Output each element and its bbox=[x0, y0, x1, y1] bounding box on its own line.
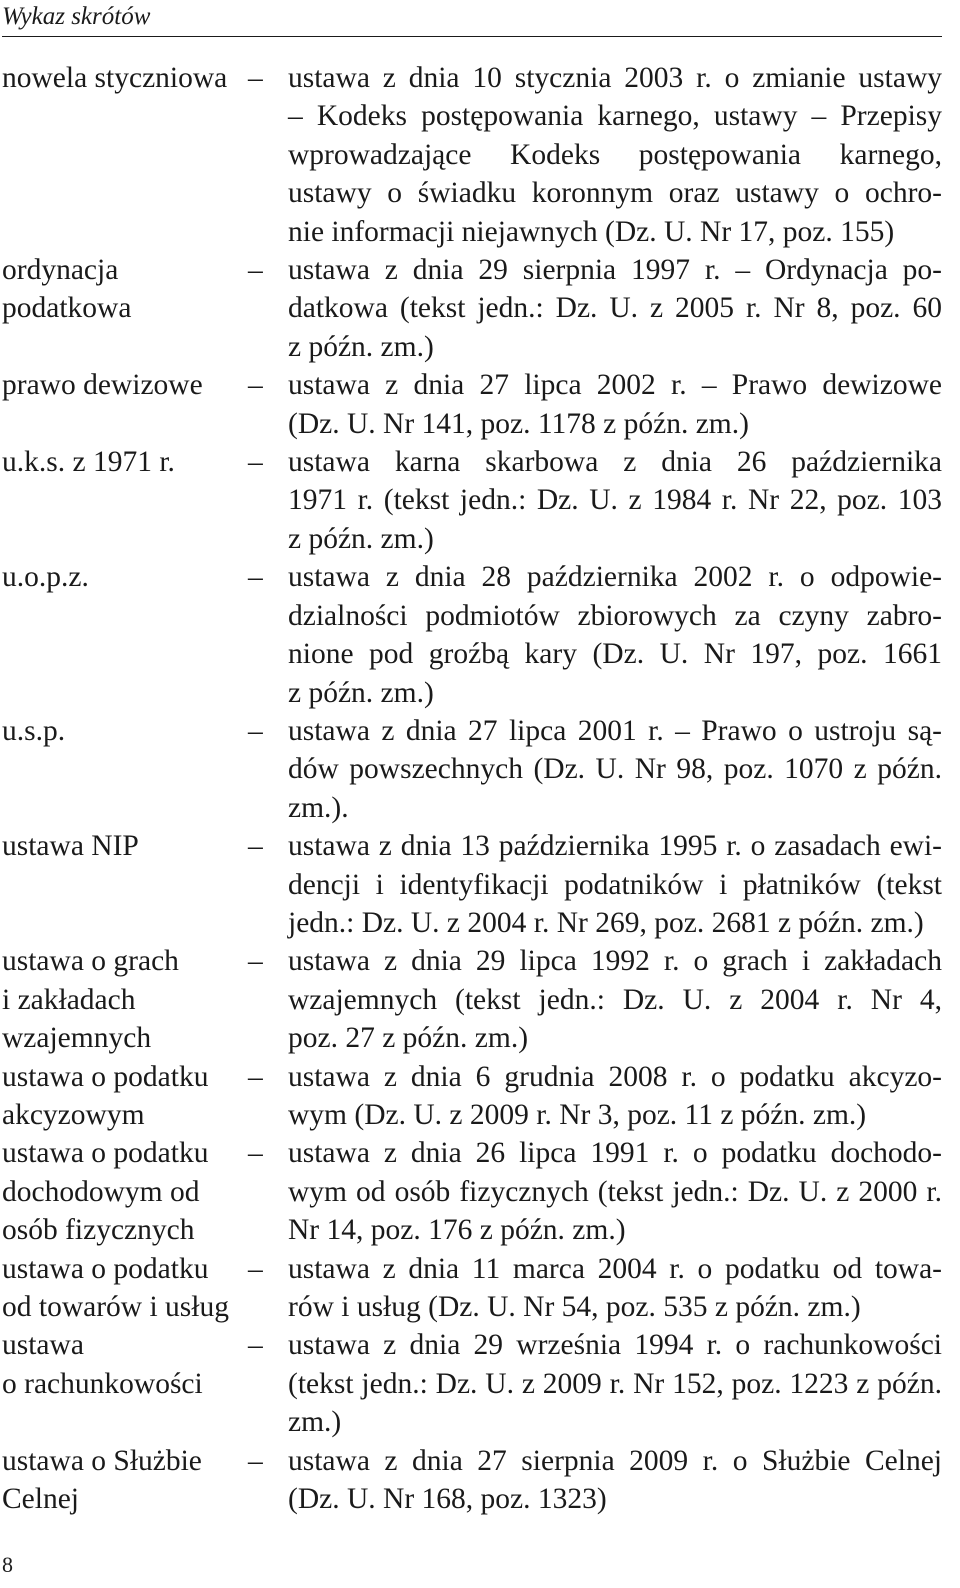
term-line: o rachunkowości bbox=[2, 1367, 203, 1400]
abbreviation-entry bbox=[2, 1250, 942, 1327]
abbreviation-definition bbox=[288, 1058, 942, 1135]
definition-line: wprowadzające Kodeks postępowania karnego, bbox=[288, 138, 942, 171]
term-line: ustawa o grach bbox=[2, 945, 179, 978]
definition-line: ustawa z dnia 10 stycznia 2003 r. o zmianie ustawy bbox=[288, 62, 942, 94]
definition-line: ustawa z dnia 27 sierpnia 2009 r. o Służbie Celnej bbox=[288, 1444, 942, 1477]
definition-line: Nr 14, poz. 176 z późn. zm.) bbox=[288, 1214, 626, 1247]
definition-line: dencji i identyfikacji podatników i płatników (tekst bbox=[288, 868, 942, 901]
definition-line: z późn. zm.) bbox=[288, 676, 434, 709]
abbreviation-term bbox=[2, 366, 248, 404]
abbreviation-entry bbox=[2, 251, 942, 366]
separator-dash: – bbox=[248, 1329, 263, 1362]
abbreviation-definition bbox=[288, 1250, 942, 1327]
running-header bbox=[2, 0, 942, 37]
term-line: dochodowym od bbox=[2, 1175, 200, 1208]
definition-line: ustawa z dnia 6 grudnia 2008 r. o podatku akcyzo- bbox=[288, 1060, 942, 1093]
abbreviation-definition bbox=[288, 1442, 942, 1519]
definition-line: z późn. zm.) bbox=[288, 522, 434, 555]
abbreviation-entry bbox=[2, 443, 942, 558]
definition-line: wzajemnych (tekst jedn.: Dz. U. z 2004 r. Nr 4, bbox=[288, 983, 942, 1016]
abbreviation-term bbox=[2, 1250, 248, 1327]
separator-dash: – bbox=[248, 446, 263, 479]
abbreviation-definition bbox=[288, 59, 942, 251]
abbreviation-entry bbox=[2, 1442, 942, 1519]
abbreviation-term bbox=[2, 251, 248, 328]
definition-line: nie informacji niejawnych (Dz. U. Nr 17, poz. 155) bbox=[288, 215, 895, 248]
separator-dash: – bbox=[248, 714, 263, 747]
definition-line: ustawa z dnia 29 sierpnia 1997 r. – Ordynacja po- bbox=[288, 254, 942, 287]
term-line: osób fizycznych bbox=[2, 1214, 195, 1247]
term-line: akcyzowym bbox=[2, 1098, 145, 1131]
abbreviation-term bbox=[2, 558, 248, 596]
abbreviation-definition bbox=[288, 558, 942, 712]
term-line: wzajemnych bbox=[2, 1022, 152, 1055]
definition-line: dzialności podmiotów zbiorowych za czyny zabro- bbox=[288, 599, 942, 632]
separator-dash: – bbox=[248, 254, 263, 287]
definition-line: ustawa z dnia 29 lipca 1992 r. o grach i zakładach bbox=[288, 945, 942, 978]
abbreviation-term bbox=[2, 1442, 248, 1519]
abbreviation-definition bbox=[288, 1326, 942, 1441]
separator-dash: – bbox=[248, 1060, 263, 1093]
term-line: Celnej bbox=[2, 1483, 80, 1516]
definition-line: wym od osób fizycznych (tekst jedn.: Dz. U. z 2000 r. bbox=[288, 1175, 942, 1208]
abbreviation-term bbox=[2, 712, 248, 750]
term-line: ustawa o podatku bbox=[2, 1137, 209, 1170]
abbreviation-definition bbox=[288, 942, 942, 1057]
definition-line: wym (Dz. U. z 2009 r. Nr 3, poz. 11 z późn. zm.) bbox=[288, 1098, 867, 1131]
page-number: 8 bbox=[2, 1552, 13, 1577]
definition-line: datkowa (tekst jedn.: Dz. U. z 2005 r. Nr 8, poz. 60 bbox=[288, 292, 942, 325]
abbreviation-entry bbox=[2, 1134, 942, 1249]
definition-line: ustawa z dnia 11 marca 2004 r. o podatku od towa- bbox=[288, 1252, 942, 1285]
term-line: ustawa NIP bbox=[2, 830, 139, 863]
separator-dash: – bbox=[248, 1444, 263, 1477]
definition-line: (Dz. U. Nr 168, poz. 1323) bbox=[288, 1483, 607, 1516]
term-line: u.s.p. bbox=[2, 714, 66, 747]
definition-line: nione pod groźbą kary (Dz. U. Nr 197, poz. 1661 bbox=[288, 638, 942, 671]
separator-dash: – bbox=[248, 945, 263, 978]
abbreviation-term bbox=[2, 59, 248, 97]
term-line: podatkowa bbox=[2, 292, 132, 325]
abbreviation-definition bbox=[288, 827, 942, 942]
term-line: od towarów i usług bbox=[2, 1291, 229, 1323]
abbreviation-entry bbox=[2, 1326, 942, 1441]
definition-line: ustawa z dnia 13 października 1995 r. o zasadach ewi- bbox=[288, 830, 942, 863]
abbreviation-definition bbox=[288, 712, 942, 827]
abbreviation-definition bbox=[288, 1134, 942, 1249]
abbreviation-entry bbox=[2, 942, 942, 1057]
abbreviation-entry bbox=[2, 827, 942, 942]
definition-line: ustawa z dnia 28 października 2002 r. o odpowie- bbox=[288, 561, 942, 594]
term-line: ustawa bbox=[2, 1329, 84, 1362]
abbreviation-term bbox=[2, 827, 248, 865]
term-line: prawo dewizowe bbox=[2, 369, 203, 402]
term-line: nowela styczniowa bbox=[2, 62, 228, 94]
abbreviation-definition bbox=[288, 251, 942, 366]
abbreviation-term bbox=[2, 1058, 248, 1135]
definition-line: – Kodeks postępowania karnego, ustawy – Przepisy bbox=[288, 100, 942, 133]
definition-line: 1971 r. (tekst jedn.: Dz. U. z 1984 r. Nr 22, poz. 103 bbox=[288, 484, 942, 517]
definition-line: ustawa z dnia 27 lipca 2001 r. – Prawo o ustroju są- bbox=[288, 714, 942, 747]
abbreviation-entry bbox=[2, 1058, 942, 1135]
abbreviation-term bbox=[2, 1326, 248, 1403]
abbreviation-entry bbox=[2, 59, 942, 251]
term-line: i zakładach bbox=[2, 983, 136, 1016]
header-title: Wykaz skrótów bbox=[2, 3, 151, 30]
definition-line: dów powszechnych (Dz. U. Nr 98, poz. 1070 z późn. bbox=[288, 753, 942, 786]
abbreviation-term bbox=[2, 942, 248, 1057]
definition-line: ustawa z dnia 29 września 1994 r. o rachunkowości bbox=[288, 1329, 942, 1362]
separator-dash: – bbox=[248, 830, 263, 863]
abbreviation-definition bbox=[288, 366, 942, 443]
term-line: u.o.p.z. bbox=[2, 561, 89, 594]
abbreviation-term bbox=[2, 1134, 248, 1249]
definition-line: ustawa karna skarbowa z dnia 26 października bbox=[288, 446, 942, 479]
definition-line: ustawa z dnia 27 lipca 2002 r. – Prawo dewizowe bbox=[288, 369, 942, 402]
separator-dash: – bbox=[248, 561, 263, 594]
separator-dash: – bbox=[248, 1137, 263, 1170]
definition-line: ustawa z dnia 26 lipca 1991 r. o podatku dochodo- bbox=[288, 1137, 942, 1170]
term-line: u.k.s. z 1971 r. bbox=[2, 446, 175, 479]
definition-line: ustawy o świadku koronnym oraz ustawy o ochro- bbox=[288, 177, 942, 210]
abbreviation-term bbox=[2, 443, 248, 481]
abbreviation-definition bbox=[288, 443, 942, 558]
definition-line: (tekst jedn.: Dz. U. z 2009 r. Nr 152, poz. 1223 z późn. bbox=[288, 1367, 942, 1400]
term-line: ustawa o podatku bbox=[2, 1060, 209, 1093]
definition-line: (Dz. U. Nr 141, poz. 1178 z późn. zm.) bbox=[288, 407, 749, 440]
abbreviations-list bbox=[2, 59, 942, 1518]
separator-dash: – bbox=[248, 62, 263, 94]
definition-line: zm.) bbox=[288, 1406, 342, 1439]
abbreviation-entry bbox=[2, 366, 942, 443]
definition-line: zm.). bbox=[288, 791, 349, 824]
term-line: ustawa o podatku bbox=[2, 1252, 209, 1285]
separator-dash: – bbox=[248, 369, 263, 402]
term-line: ustawa o Służbie bbox=[2, 1444, 202, 1477]
abbreviation-entry bbox=[2, 712, 942, 827]
definition-line: jedn.: Dz. U. z 2004 r. Nr 269, poz. 2681 z późn. zm.) bbox=[288, 906, 924, 939]
definition-line: poz. 27 z późn. zm.) bbox=[288, 1022, 529, 1055]
separator-dash: – bbox=[248, 1252, 263, 1285]
term-line: ordynacja bbox=[2, 254, 119, 287]
definition-line: z późn. zm.) bbox=[288, 330, 434, 363]
definition-line: rów i usług (Dz. U. Nr 54, poz. 535 z późn. zm.) bbox=[288, 1291, 861, 1323]
abbreviation-entry bbox=[2, 558, 942, 712]
